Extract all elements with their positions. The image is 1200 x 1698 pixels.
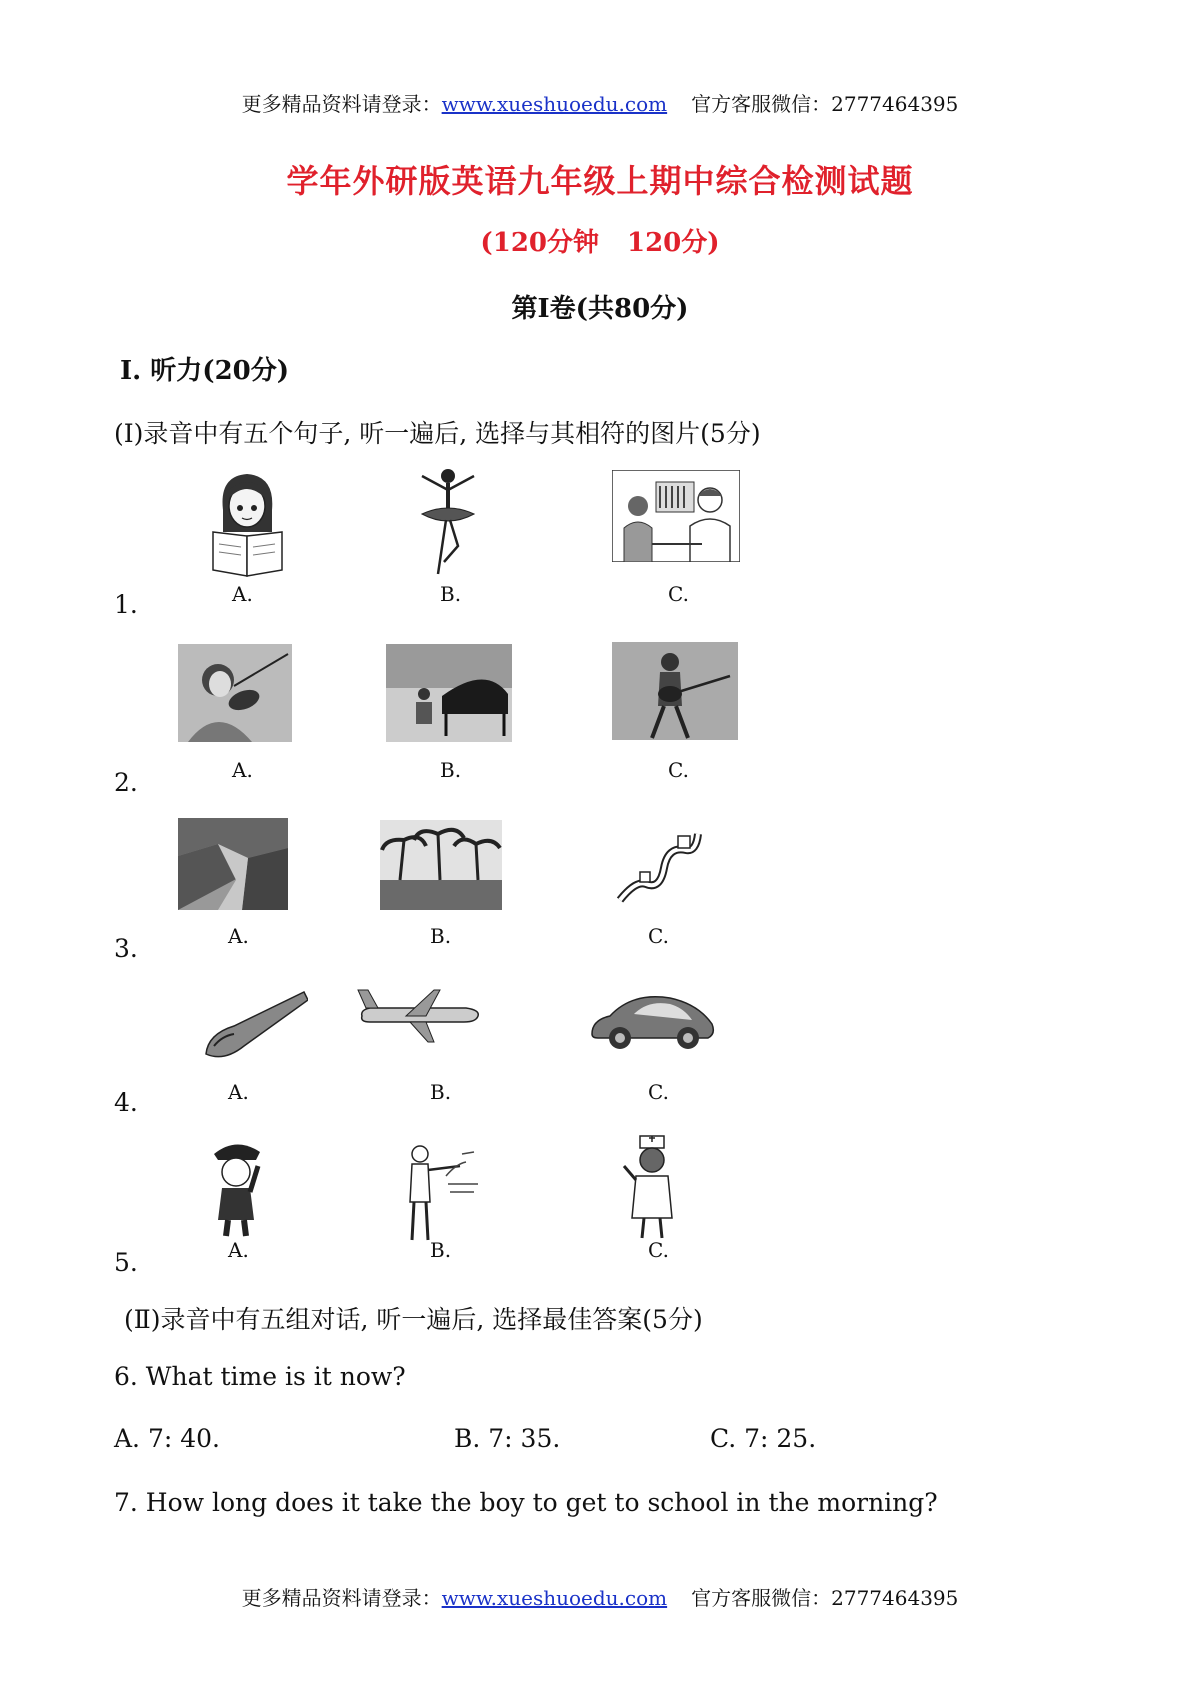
question-number: 5. <box>114 1248 138 1277</box>
page-title: 学年外研版英语九年级上期中综合检测试题 <box>286 162 914 200</box>
piano-player-picture <box>386 644 512 742</box>
question-number: 2. <box>114 768 138 797</box>
canyon-river-picture <box>178 818 288 910</box>
teacher-and-student-picture <box>612 470 740 562</box>
option-label: B. <box>430 1238 452 1262</box>
footer-banner <box>0 1582 1200 1611</box>
violin-player-picture <box>178 644 292 742</box>
option-label: A. <box>228 924 249 948</box>
header-banner <box>0 88 1200 117</box>
train-picture <box>204 988 308 1064</box>
part-heading: 第Ⅰ卷(共80分) <box>511 294 689 324</box>
question-6: 6. What time is it now? <box>114 1362 406 1391</box>
option-label: A. <box>228 1080 249 1104</box>
exam-duration-score <box>0 222 1200 259</box>
girl-reading-picture <box>205 470 290 580</box>
doctor-picture <box>620 1130 684 1242</box>
exam-score: 120分) <box>627 228 720 258</box>
policeman-picture <box>204 1136 268 1240</box>
banner-text: 更多精品资料请登录： <box>241 92 442 116</box>
banner-service: 官方客服微信：2777464395 <box>691 92 959 116</box>
car-picture <box>588 992 718 1052</box>
instruction-dialogues: (Ⅱ)录音中有五组对话, 听一遍后, 选择最佳答案(5分) <box>124 1305 703 1334</box>
section-heading: Ⅰ. 听力(20分) <box>120 356 290 386</box>
option-label: C. <box>648 1080 669 1104</box>
option-label: B. <box>440 758 462 782</box>
guitar-player-picture <box>612 642 738 740</box>
option-label: B. <box>430 924 452 948</box>
airplane-picture <box>356 986 482 1044</box>
option-a: A. 7: 40. <box>114 1424 220 1453</box>
option-label: A. <box>232 758 253 782</box>
banner-service: 官方客服微信：2777464395 <box>691 1586 959 1610</box>
banner-text: 更多精品资料请登录： <box>241 1586 442 1610</box>
teacher-at-board-picture <box>400 1136 482 1246</box>
option-label: B. <box>430 1080 452 1104</box>
question-7: 7. How long does it take the boy to get to school in the morning? <box>114 1488 938 1517</box>
instruction-picture-matching: (Ⅰ)录音中有五个句子, 听一遍后, 选择与其相符的图片(5分) <box>114 419 761 448</box>
ballet-dancer-picture <box>408 462 488 582</box>
option-label: C. <box>648 924 669 948</box>
question-number: 1. <box>114 590 138 619</box>
option-label: C. <box>668 582 689 606</box>
option-label: A. <box>228 1238 249 1262</box>
question-number: 3. <box>114 934 138 963</box>
option-c: C. 7: 25. <box>710 1424 817 1453</box>
option-b: B. 7: 35. <box>454 1424 561 1453</box>
banner-url-link[interactable]: www.xueshuoedu.com <box>441 92 668 116</box>
palm-beach-picture <box>380 820 502 910</box>
option-label: C. <box>668 758 689 782</box>
question-number: 4. <box>114 1088 138 1117</box>
banner-url-link[interactable]: www.xueshuoedu.com <box>441 1586 668 1610</box>
option-label: C. <box>648 1238 669 1262</box>
option-label: A. <box>232 582 253 606</box>
great-wall-picture <box>616 820 702 910</box>
option-label: B. <box>440 582 462 606</box>
exam-time: (120分钟 <box>480 228 599 258</box>
